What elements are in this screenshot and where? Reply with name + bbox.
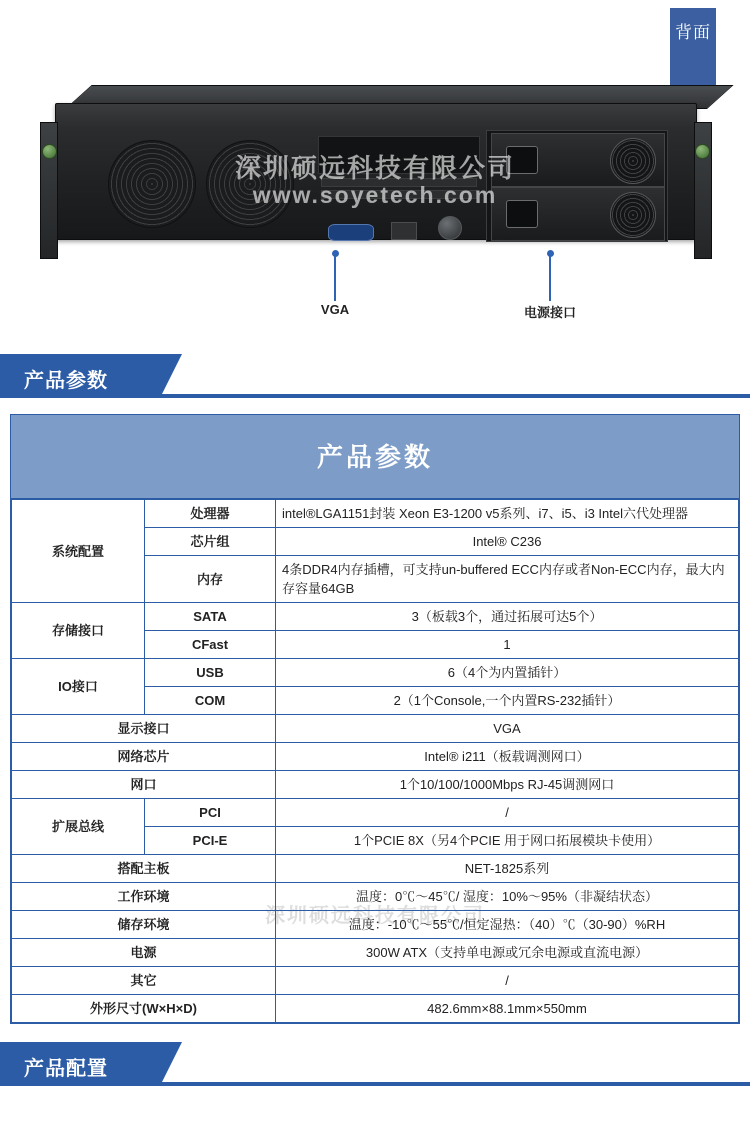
spec-category-cell: 系统配置 bbox=[12, 500, 145, 603]
spec-key-cell: 芯片组 bbox=[145, 528, 276, 556]
table-row bbox=[12, 995, 739, 1023]
spec-value-cell: 6（4个为内置插针） bbox=[276, 659, 739, 687]
expansion-slot-1 bbox=[321, 178, 477, 187]
spec-value-cell: / bbox=[276, 799, 739, 827]
power-socket-icon-2 bbox=[506, 200, 538, 228]
ribbon-underline bbox=[0, 1082, 750, 1086]
table-row bbox=[12, 799, 739, 827]
spec-key-cell: CFast bbox=[145, 631, 276, 659]
spec-key-cell: 其它 bbox=[12, 967, 276, 995]
spec-table-title: 产品参数 bbox=[11, 415, 739, 499]
table-row bbox=[12, 500, 739, 528]
chassis-rear-panel bbox=[55, 103, 697, 240]
table-watermark: 深圳硕远科技有限公司 bbox=[265, 905, 485, 927]
spec-value-cell: 482.6mm×88.1mm×550mm bbox=[276, 995, 739, 1023]
spec-value-cell: 3（板载3个，通过拓展可达5个） bbox=[276, 603, 739, 631]
fan-vent-2 bbox=[206, 140, 294, 228]
table-row bbox=[12, 659, 739, 687]
callout-leader-line bbox=[549, 255, 551, 301]
console-switch-icon bbox=[391, 222, 417, 240]
spec-value-cell: Intel® i211（板载调测网口） bbox=[276, 743, 739, 771]
spec-key-cell: 处理器 bbox=[145, 500, 276, 528]
psu-bay bbox=[486, 130, 668, 242]
spec-value-cell: 温度：-10℃～55℃/恒定湿热：（40）℃（30-90）%RH bbox=[276, 911, 739, 939]
table-row bbox=[12, 715, 739, 743]
rack-ear-right bbox=[694, 122, 712, 259]
section-title-config: 产品配置 bbox=[24, 1058, 108, 1080]
callout-leader-line bbox=[334, 255, 336, 301]
spec-key-cell: 工作环境 bbox=[12, 883, 276, 911]
expansion-slot-2 bbox=[321, 190, 477, 199]
thumbscrew-right-icon bbox=[695, 144, 710, 159]
psu-module-1 bbox=[491, 133, 665, 187]
spec-key-cell: USB bbox=[145, 659, 276, 687]
callout-power-label: 电源接口 bbox=[523, 305, 577, 320]
table-row bbox=[12, 883, 739, 911]
spec-table-container bbox=[10, 414, 740, 1024]
server-chassis-image bbox=[55, 85, 695, 250]
spec-value-cell: 温度：0℃～45℃/ 湿度：10%～95%（非凝结状态） bbox=[276, 883, 739, 911]
spec-key-cell: 网口 bbox=[12, 771, 276, 799]
section-ribbon-config bbox=[0, 1042, 750, 1086]
ribbon-arrow-icon bbox=[160, 1042, 182, 1086]
spec-category-cell: IO接口 bbox=[12, 659, 145, 715]
ribbon-arrow-icon bbox=[160, 354, 182, 398]
section-title-params: 产品参数 bbox=[24, 370, 108, 392]
spec-category-cell: 扩展总线 bbox=[12, 799, 145, 855]
ribbon-underline bbox=[0, 394, 750, 398]
table-row bbox=[12, 855, 739, 883]
spec-value-cell: 4条DDR4内存插槽，可支持un-buffered ECC内存或者Non-ECC内存，最大内存容量64GB bbox=[276, 556, 739, 603]
watermark-url: www.soyetech.com bbox=[252, 182, 498, 208]
spec-key-cell: 内存 bbox=[145, 556, 276, 603]
callout-vga-label: VGA bbox=[320, 302, 350, 317]
spec-value-cell: 2（1个Console,一个内置RS-232插针） bbox=[276, 687, 739, 715]
fan-vent-1 bbox=[108, 140, 196, 228]
spec-value-cell: intel®LGA1151封装 Xeon E3-1200 v5系列、i7、i5、i3 Intel六代处理器 bbox=[276, 500, 739, 528]
spec-value-cell: NET-1825系列 bbox=[276, 855, 739, 883]
spec-value-cell: Intel® C236 bbox=[276, 528, 739, 556]
spec-table bbox=[11, 499, 739, 1023]
spec-value-cell: 1个PCIE 8X（另4个PCIE 用于网口拓展模块卡使用） bbox=[276, 827, 739, 855]
spec-category-cell: 存储接口 bbox=[12, 603, 145, 659]
spec-key-cell: 电源 bbox=[12, 939, 276, 967]
spec-value-cell: 300W ATX（支持单电源或冗余电源或直流电源） bbox=[276, 939, 739, 967]
table-row bbox=[12, 771, 739, 799]
spec-value-cell: 1 bbox=[276, 631, 739, 659]
spec-value-cell: VGA bbox=[276, 715, 739, 743]
spec-key-cell: 外形尺寸(W×H×D) bbox=[12, 995, 276, 1023]
spec-value-cell: / bbox=[276, 967, 739, 995]
table-row bbox=[12, 743, 739, 771]
thumbscrew-left-icon bbox=[42, 144, 57, 159]
view-label-tab: 背面 bbox=[670, 8, 716, 86]
spec-key-cell: 显示接口 bbox=[12, 715, 276, 743]
vga-port-icon bbox=[328, 224, 374, 241]
psu-module-2 bbox=[491, 187, 665, 241]
watermark-company: 深圳硕远科技有限公司 bbox=[234, 153, 515, 183]
table-row bbox=[12, 911, 739, 939]
psu-fan-icon-2 bbox=[610, 192, 656, 238]
spec-key-cell: PCI-E bbox=[145, 827, 276, 855]
spec-key-cell: SATA bbox=[145, 603, 276, 631]
section-ribbon-params bbox=[0, 354, 750, 398]
rack-ear-left bbox=[40, 122, 58, 259]
table-row bbox=[12, 939, 739, 967]
spec-key-cell: 网络芯片 bbox=[12, 743, 276, 771]
power-socket-icon-1 bbox=[506, 146, 538, 174]
psu-fan-icon-1 bbox=[610, 138, 656, 184]
table-row bbox=[12, 967, 739, 995]
spec-key-cell: COM bbox=[145, 687, 276, 715]
expansion-slot-panel bbox=[318, 136, 480, 174]
product-photo-section bbox=[0, 0, 750, 340]
spec-key-cell: 搭配主板 bbox=[12, 855, 276, 883]
spec-key-cell: 储存环境 bbox=[12, 911, 276, 939]
table-row bbox=[12, 603, 739, 631]
power-button-icon bbox=[438, 216, 462, 240]
spec-value-cell: 1个10/100/1000Mbps RJ-45调测网口 bbox=[276, 771, 739, 799]
spec-key-cell: PCI bbox=[145, 799, 276, 827]
